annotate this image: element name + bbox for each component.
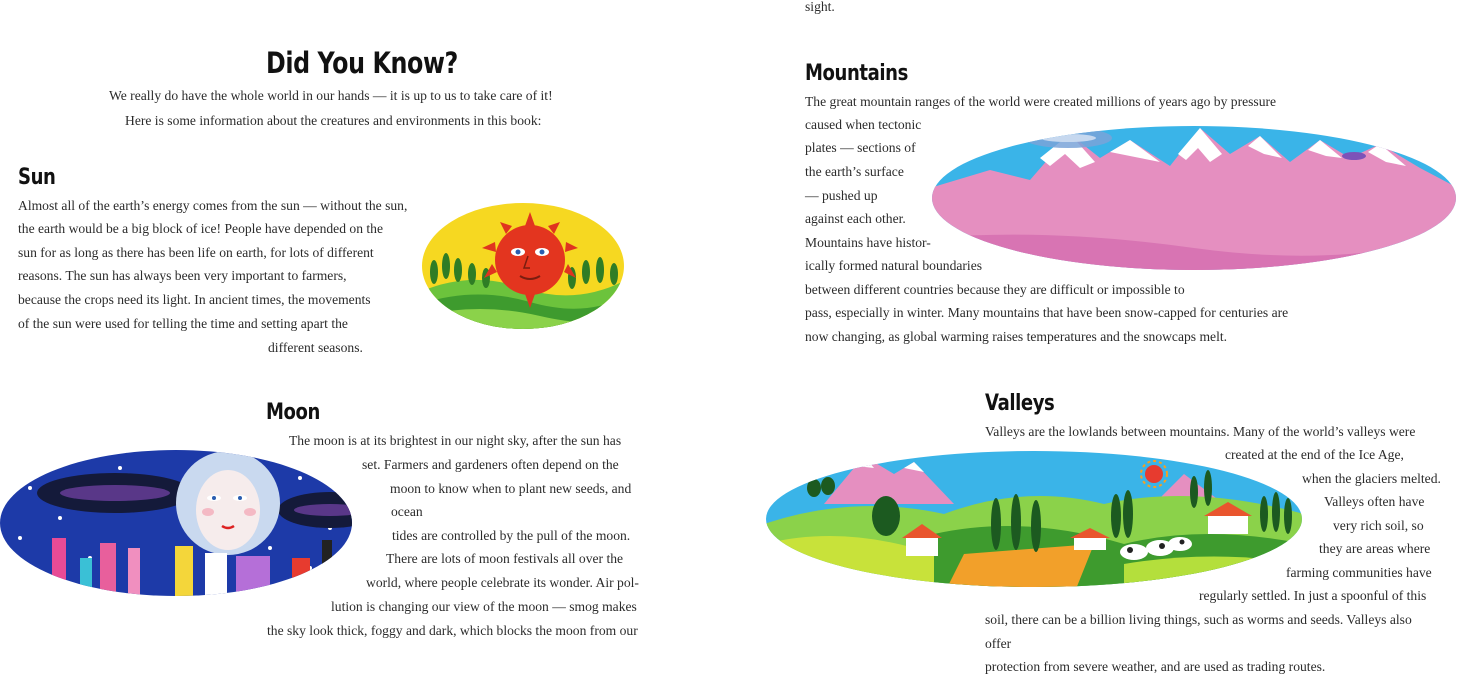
mountains-line-7: Mountains have histor- — [805, 235, 931, 250]
moon-illustration — [0, 448, 352, 598]
mountains-line-5: — pushed up — [805, 188, 878, 203]
sun-heading: Sun — [18, 165, 56, 190]
moon-line-4: ocean — [391, 504, 423, 519]
moon-line-1: The moon is at its brightest in our night sky, after the sun has — [289, 433, 622, 448]
sun-illustration — [420, 200, 626, 332]
mountains-line-10: pass, especially in winter. Many mountains that have been snow-capped for centuries are — [805, 305, 1289, 320]
valleys-line-9: soil, there can be a billion living things, such as worms and seeds. Valleys also — [985, 612, 1412, 627]
valleys-illustration — [764, 444, 1304, 594]
valleys-heading: Valleys — [985, 391, 1055, 416]
valleys-line-6: they are areas where — [1319, 541, 1431, 556]
mountains-line-1: The great mountain ranges of the world were created millions of years ago by pressure — [805, 94, 1277, 109]
sun-line-1: Almost all of the earth’s energy comes from the sun — without the sun, — [18, 198, 408, 213]
mountains-line-9: between different countries because they are difficult or impossible to — [805, 282, 1185, 297]
sun-line-7: different seasons. — [268, 340, 363, 355]
sun-line-6: of the sun were used for telling the time and setting apart the — [18, 316, 348, 331]
mountains-line-8: ically formed natural boundaries — [805, 258, 983, 273]
mountains-line-11: now changing, as global warming raises temperatures and the snowcaps melt. — [805, 329, 1228, 344]
page-title: Did You Know? — [266, 46, 458, 80]
valleys-line-2: created at the end of the Ice Age, — [1225, 447, 1404, 462]
valleys-line-10: offer — [985, 636, 1012, 651]
valleys-line-4: Valleys often have — [1324, 494, 1425, 509]
top-fragment: sight. — [805, 0, 835, 14]
mountains-illustration — [930, 118, 1458, 278]
intro-line-2: Here is some information about the creatures and environments in this book: — [125, 113, 542, 128]
moon-line-5: tides are controlled by the pull of the moon. — [392, 528, 631, 543]
mountains-heading: Mountains — [805, 61, 908, 86]
sun-line-3: sun for as long as there has been life on earth, for lots of different — [18, 245, 374, 260]
mountains-line-3: plates — sections of — [805, 140, 916, 155]
moon-line-8: lution is changing our view of the moon — smog makes — [331, 599, 637, 614]
mountains-line-4: the earth’s surface — [805, 164, 904, 179]
moon-line-7: world, where people celebrate its wonder. Air pol- — [366, 575, 639, 590]
mountains-line-2: caused when tectonic — [805, 117, 922, 132]
moon-line-9: the sky look thick, foggy and dark, which blocks the moon from our — [267, 623, 638, 638]
moon-line-2: set. Farmers and gardeners often depend on the — [362, 457, 619, 472]
valleys-line-3: when the glaciers melted. — [1302, 471, 1441, 486]
moon-line-6: There are lots of moon festivals all over the — [386, 551, 624, 566]
valleys-line-1: Valleys are the lowlands between mountains. Many of the world’s valleys were — [985, 424, 1416, 439]
sun-line-4: reasons. The sun has always been very important to farmers, — [18, 268, 347, 283]
valleys-line-5: very rich soil, so — [1333, 518, 1424, 533]
valleys-line-11: protection from severe weather, and are used as trading routes. — [985, 659, 1326, 674]
valleys-line-8: regularly settled. In just a spoonful of this — [1199, 588, 1427, 603]
sun-line-5: because the crops need its light. In ancient times, the movements — [18, 292, 371, 307]
moon-heading: Moon — [266, 400, 320, 425]
sun-line-2: the earth would be a big block of ice! People have depended on the — [18, 221, 384, 236]
intro-line-1: We really do have the whole world in our hands — it is up to us to take care of it! — [109, 88, 553, 103]
valleys-line-7: farming communities have — [1286, 565, 1432, 580]
mountains-line-6: against each other. — [805, 211, 906, 226]
moon-line-3: moon to know when to plant new seeds, and — [390, 481, 632, 496]
